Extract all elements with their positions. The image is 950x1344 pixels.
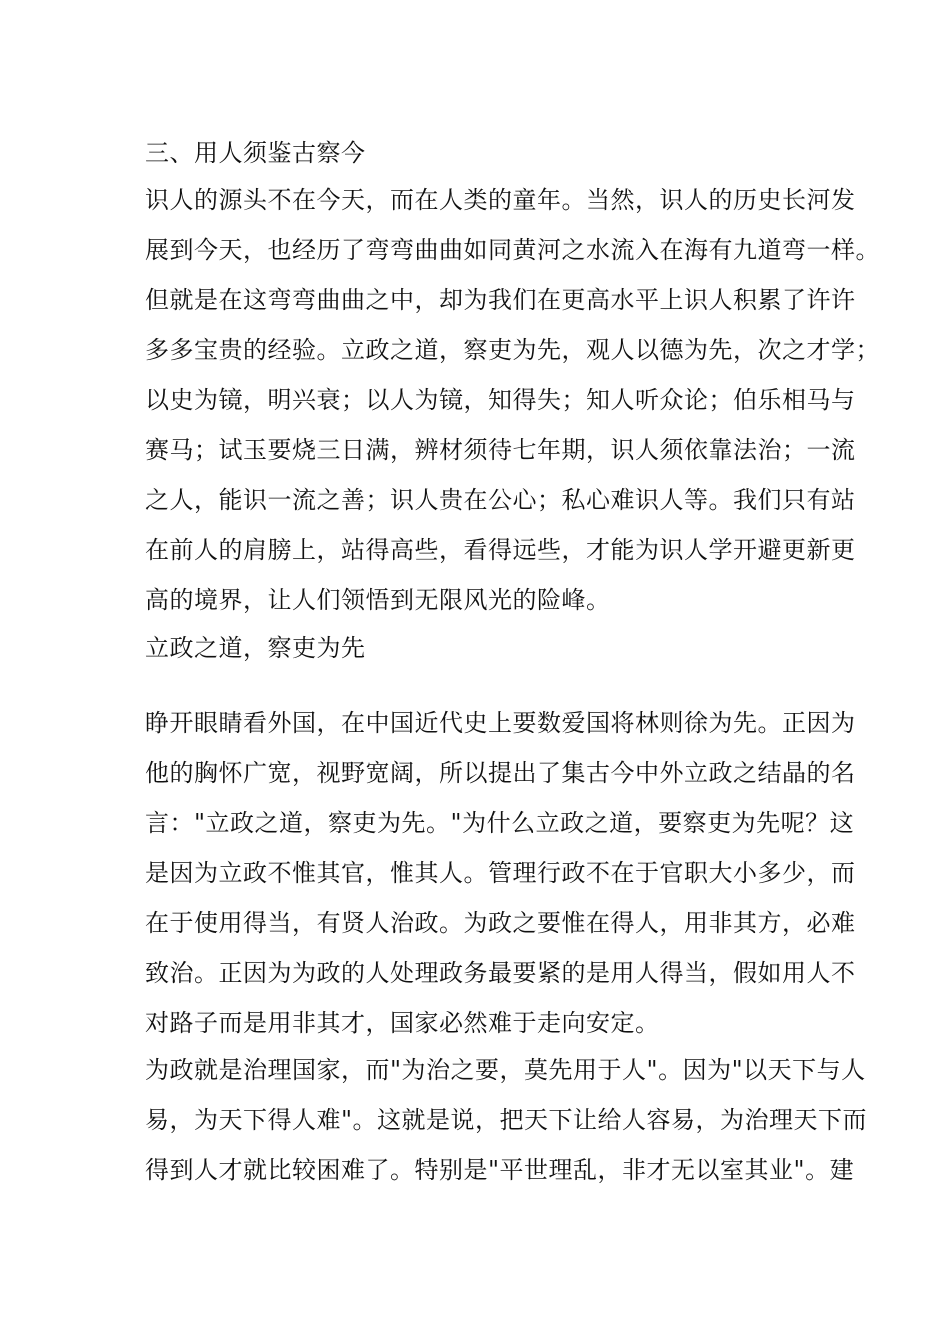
paragraph-line: 得到人才就比较困难了。特别是"平世理乱，非才无以室其业"。建	[145, 1156, 855, 1184]
paragraph-line: 是因为立政不惟其官，惟其人。管理行政不在于官职大小多少，而	[145, 859, 856, 887]
paragraph-2	[145, 698, 856, 1048]
paragraph-line: 易，为天下得人难"。这就是说，把天下让给人容易，为治理天下而	[145, 1106, 868, 1134]
paragraph-line: 展到今天，也经历了弯弯曲曲如同黄河之水流入在海有九道弯一样。	[145, 236, 880, 264]
paragraph-line: 对路子而是用非其才，国家必然难于走向安定。	[145, 1009, 660, 1037]
paragraph-line: 但就是在这弯弯曲曲之中，却为我们在更高水平上识人积累了许许	[145, 286, 856, 314]
paragraph-line: 致治。正因为为政的人处理政务最要紧的是用人得当，假如用人不	[145, 959, 856, 987]
paragraph-line: 为政就是治理国家，而"为治之要，莫先用于人"。因为"以天下与人	[145, 1056, 866, 1084]
section-heading: 三、用人须鉴古察今	[145, 139, 366, 167]
paragraph-line: 睁开眼睛看外国，在中国近代史上要数爱国将林则徐为先。正因为	[145, 709, 856, 737]
paragraph-line: 赛马；试玉要烧三日满，辨材须待七年期，识人须依靠法治；一流	[145, 436, 856, 464]
paragraph-line: 识人的源头不在今天，而在人类的童年。当然，识人的历史长河发	[145, 186, 856, 214]
paragraph-line: 他的胸怀广宽，视野宽阔，所以提出了集古今中外立政之结晶的名	[145, 759, 856, 787]
paragraph-line: 多多宝贵的经验。立政之道，察吏为先，观人以德为先，次之才学；	[145, 336, 880, 364]
subheading-block	[145, 630, 825, 666]
subheading: 立政之道，察吏为先	[145, 634, 366, 662]
paragraph-line: 高的境界，让人们领悟到无限风光的险峰。	[145, 586, 611, 614]
paragraph-line: 之人，能识一流之善；识人贵在公心；私心难识人等。我们只有站	[145, 486, 856, 514]
paragraph-3	[145, 1045, 868, 1195]
paragraph-line: 在于使用得当，有贤人治政。为政之要惟在得人，用非其方，必难	[145, 909, 856, 937]
section-heading-block	[145, 135, 825, 171]
paragraph-1	[145, 175, 880, 625]
paragraph-line: 在前人的肩膀上，站得高些，看得远些，才能为识人学开避更新更	[145, 536, 856, 564]
paragraph-line: 以史为镜，明兴衰；以人为镜，知得失；知人听众论；伯乐相马与	[145, 386, 856, 414]
paragraph-line: 言："立政之道，察吏为先。"为什么立政之道，要察吏为先呢？这	[145, 809, 855, 837]
